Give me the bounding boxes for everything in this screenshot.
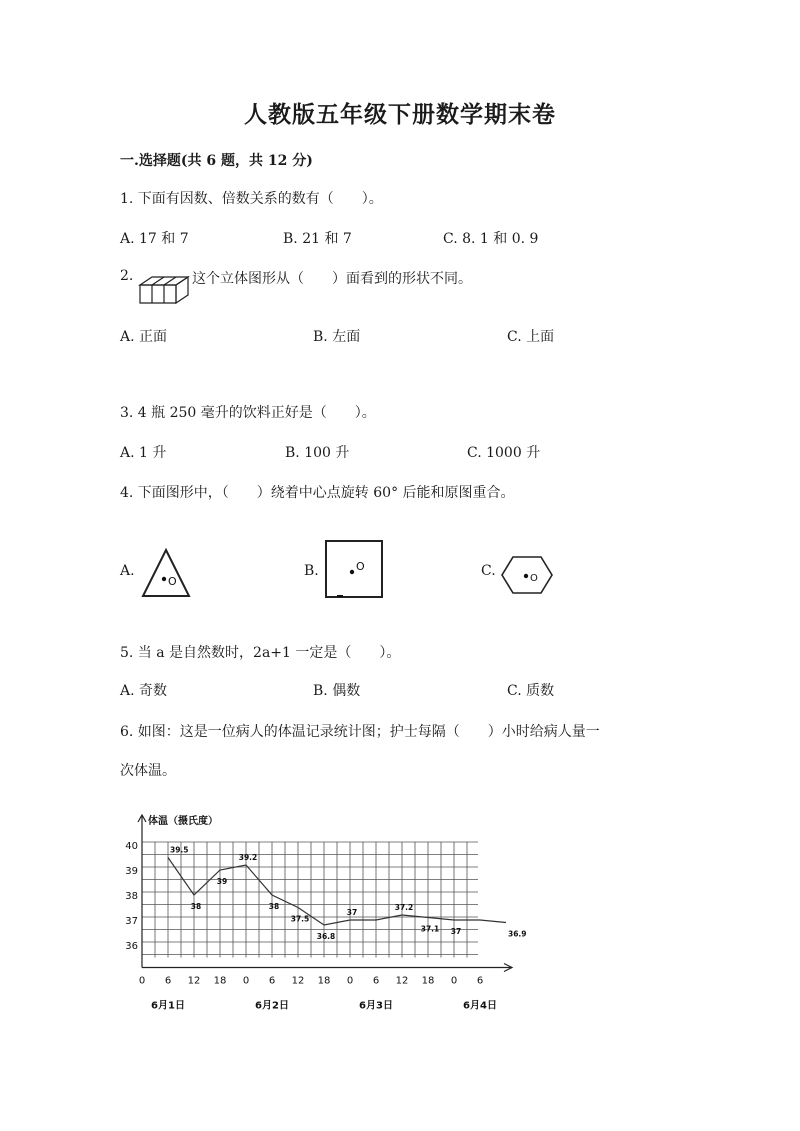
data-label: 37 — [450, 927, 462, 936]
q5-option-a: A. 奇数 — [120, 683, 168, 699]
q2-option-b: B. 左面 — [313, 329, 361, 345]
q1-option-c: C. 8. 1 和 0. 9 — [443, 231, 539, 247]
question-4: 4. 下面图形中，（ ）绕着中心点旋转 60° 后能和原图重合。 — [120, 485, 515, 501]
x-tick-label: 18 — [213, 975, 227, 987]
data-label: 36.8 — [316, 932, 336, 941]
x-tick-label: 6 — [164, 975, 172, 987]
day-label: 6月2日 — [255, 1000, 289, 1012]
x-tick-label: 6 — [268, 975, 276, 987]
center-label: O — [530, 573, 538, 584]
x-tick-label: 12 — [291, 975, 305, 987]
data-label: 38 — [268, 902, 280, 911]
question-2-text: 这个立体图形从（ ）面看到的形状不同。 — [192, 271, 472, 287]
data-label: 36.9 — [508, 929, 527, 939]
y-tick-label: 38 — [125, 891, 138, 902]
data-label: 38 — [190, 902, 202, 911]
q3-option-b: B. 100 升 — [285, 445, 350, 461]
q5-option-c: C. 质数 — [507, 683, 555, 699]
triangle-figure — [140, 546, 192, 600]
data-label: 39.5 — [170, 845, 189, 855]
x-tick-label: 6 — [372, 975, 380, 987]
y-tick-label: 39 — [125, 866, 138, 877]
question-2-number: 2. — [120, 268, 134, 284]
q4-option-a: A. — [120, 563, 135, 579]
q2-option-a: A. 正面 — [120, 329, 168, 345]
x-tick-label: 18 — [421, 975, 435, 987]
data-label: 37.1 — [420, 924, 440, 934]
center-label: O — [168, 575, 177, 588]
q4-option-b: B. — [304, 563, 319, 579]
y-tick-label: 36 — [125, 941, 138, 952]
y-tick-label: 37 — [125, 916, 138, 927]
q3-option-c: C. 1000 升 — [467, 445, 541, 461]
x-tick-label: 6 — [476, 975, 484, 987]
x-tick-label: 12 — [187, 975, 201, 987]
day-label: 6月1日 — [151, 1000, 185, 1012]
data-label: 39 — [216, 877, 228, 886]
q2-option-c: C. 上面 — [507, 329, 555, 345]
data-label: 37.5 — [290, 914, 310, 924]
center-label: O — [356, 560, 365, 573]
q5-option-b: B. 偶数 — [313, 683, 361, 699]
q1-option-b: B. 21 和 7 — [283, 231, 352, 247]
x-tick-label: 0 — [138, 975, 146, 987]
q4-option-c: C. — [481, 563, 496, 579]
x-tick-label: 18 — [317, 975, 331, 987]
day-label: 6月4日 — [463, 1000, 497, 1012]
data-label: 39.2 — [238, 853, 258, 862]
data-label: 37 — [346, 908, 358, 917]
square-figure — [323, 538, 385, 600]
question-6-line2: 次体温。 — [120, 763, 176, 779]
x-tick-label: 0 — [450, 975, 458, 987]
hexagon-figure — [500, 554, 554, 596]
q3-option-a: A. 1 升 — [120, 445, 167, 461]
y-tick-label: 40 — [125, 841, 138, 852]
day-label: 6月3日 — [359, 1000, 393, 1012]
data-label: 37.2 — [394, 903, 414, 912]
temperature-chart — [120, 810, 530, 1012]
x-tick-label: 12 — [395, 975, 409, 987]
cuboid-figure — [138, 275, 190, 305]
question-1: 1. 下面有因数、倍数关系的数有（ ）。 — [120, 191, 383, 207]
question-3: 3. 4 瓶 250 毫升的饮料正好是（ ）。 — [120, 405, 376, 421]
section-heading: 一.选择题(共 6 题，共 12 分) — [120, 153, 313, 169]
y-axis-label: 体温（摄氏度） — [148, 816, 218, 827]
question-6-line1: 6. 如图：这是一位病人的体温记录统计图；护士每隔（ ）小时给病人量一 — [120, 724, 600, 740]
q1-option-a: A. 17 和 7 — [120, 231, 189, 247]
question-5: 5. 当 a 是自然数时，2a+1 一定是（ ）。 — [120, 645, 401, 661]
x-tick-label: 0 — [242, 975, 250, 987]
page-title: 人教版五年级下册数学期末卷 — [244, 101, 556, 128]
x-tick-label: 0 — [346, 975, 354, 987]
